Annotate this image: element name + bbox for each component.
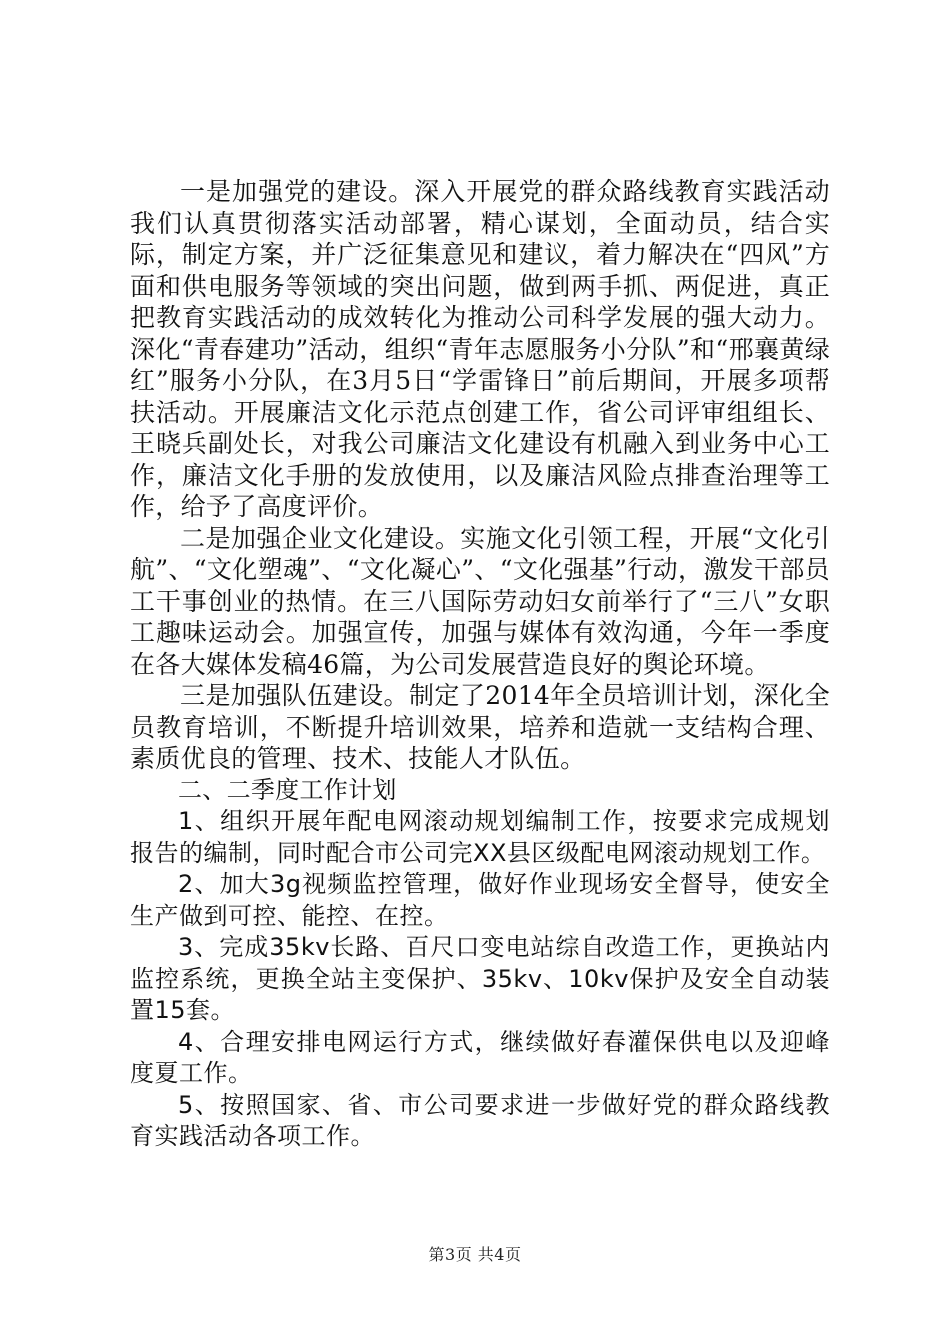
paragraph-party-building: 一是加强党的建设。深入开展党的群众路线教育实践活动我们认真贯彻落实活动部署，精心谋划，全面动员，结合实际，制定方案，并广泛征集意见和建议，着力解决在“四风”方面和供电服务等领域的突出问题，做到两手抓、两促进，真正把教育实践活动的成效转化为推动公司科学发展的强大动力。深化“青春建功”活动，组织“青年志愿服务小分队”和“邢襄黄绿红”服务小分队，在3月5日“学雷锋日”前后期间，开展多项帮扶活动。开展廉洁文化示范点创建工作，省公司评审组组长、王晓兵副处长，对我公司廉洁文化建设有机融入到业务中心工作，廉洁文化手册的发放使用，以及廉洁风险点排查治理等工作，给予了高度评价。 bbox=[130, 177, 830, 521]
page-number-footer: 第3页 共4页 bbox=[428, 1245, 522, 1264]
plan-item-5: 5、按照国家、省、市公司要求进一步做好党的群众路线教育实践活动各项工作。 bbox=[130, 1090, 830, 1150]
section-heading: 二、二季度工作计划 bbox=[178, 775, 397, 804]
paragraph-culture-building: 二是加强企业文化建设。实施文化引领工程，开展“文化引航”、“文化塑魂”、“文化凝心”、“文化强基”行动，激发干部员工干事创业的热情。在三八国际劳动妇女前举行了“三八”女职工趣味运动会。加强宣传，加强与媒体有效沟通，今年一季度在各大媒体发稿46篇，为公司发展营造良好的舆论环境。 bbox=[130, 523, 830, 679]
plan-item-4: 4、合理安排电网运行方式，继续做好春灌保供电以及迎峰度夏工作。 bbox=[130, 1027, 830, 1087]
plan-item-1: 1、组织开展年配电网滚动规划编制工作，按要求完成规划报告的编制，同时配合市公司完XX县区级配电网滚动规划工作。 bbox=[130, 807, 830, 867]
plan-item-2: 2、加大3g视频监控管理，做好作业现场安全督导，使安全生产做到可控、能控、在控。 bbox=[130, 870, 830, 930]
document-body bbox=[130, 176, 830, 1153]
plan-item-3: 3、完成35kv长路、百尺口变电站综自改造工作，更换站内监控系统，更换全站主变保护、35kv、10kv保护及安全自动装置15套。 bbox=[130, 933, 830, 1024]
paragraph-team-building: 三是加强队伍建设。制定了2014年全员培训计划，深化全员教育培训，不断提升培训效果，培养和造就一支结构合理、素质优良的管理、技术、技能人才队伍。 bbox=[130, 681, 830, 773]
